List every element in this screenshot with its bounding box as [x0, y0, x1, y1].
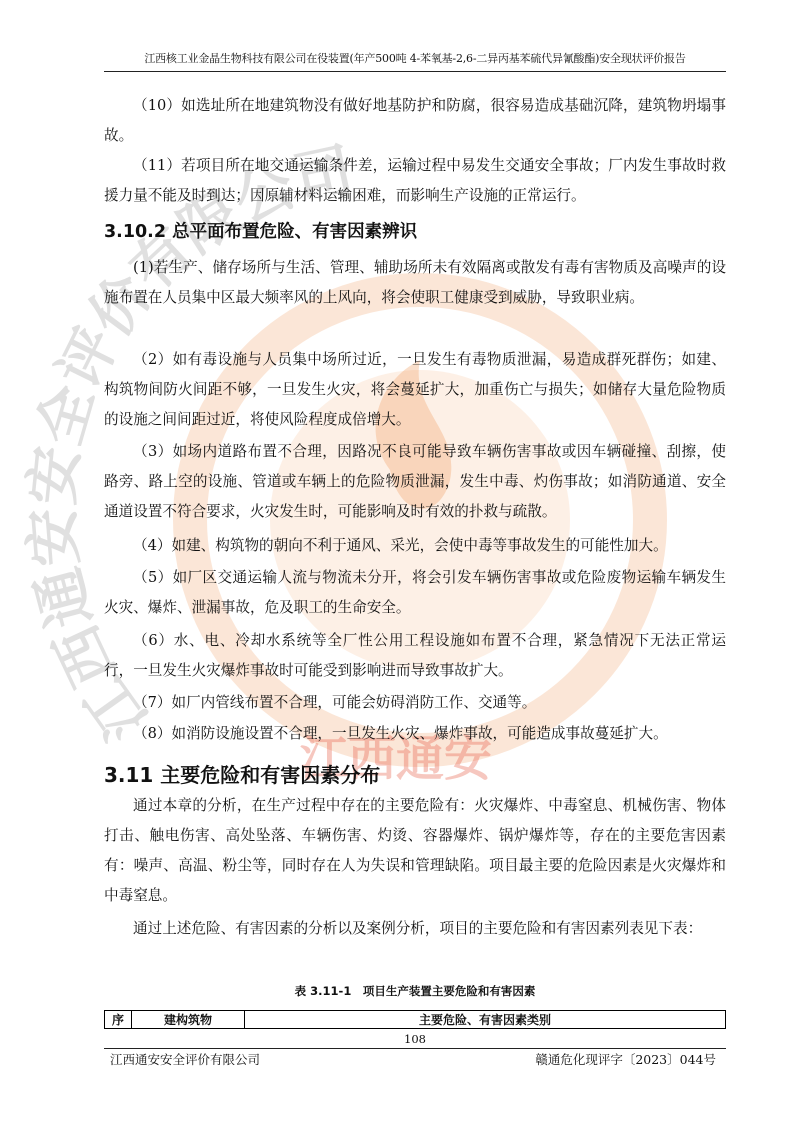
watermark-brand-text: 江西通安	[300, 731, 493, 787]
paragraph-layout-3: （3）如场内道路布置不合理，因路况不良可能导致车辆伤害事故或因车辆碰撞、刮擦，使路旁、路上空的设施、管道或车辆上的危险物质泄漏，发生中毒、灼伤事故；如消防通道、安全通道设置不符合要求，火灾发生时，可能影响及时有效的扑救与疏散。	[104, 443, 726, 520]
footer-divider	[104, 1048, 726, 1049]
paragraph-layout-2: （2）如有毒设施与人员集中场所过近，一旦发生有毒物质泄漏，易造成群死群伤；如建、构筑物间防火间距不够，一旦发生火灾，将会蔓延扩大，加重伤亡与损失；如储存大量危险物质的设施之间间距过近，将使风险程度成倍增大。	[104, 351, 726, 428]
column-header-index: 序	[105, 1011, 132, 1029]
column-header-building: 建构筑物	[132, 1011, 245, 1029]
header-divider	[104, 71, 726, 72]
watermark-arc-text: 江西通安安全评价有限公司	[17, 135, 359, 753]
paragraph-layout-1: (1)若生产、储存场所与生活、管理、辅助场所未有效隔离或散发有毒有害物质及高噪声的设施布置在人员集中区最大频率风的上风向，将会使职工健康受到威胁，导致职业病。	[104, 259, 726, 306]
paragraph-layout-5: （5）如厂区交通运输人流与物流未分开，将会引发车辆伤害事故或危险废物运输车辆发生火灾、爆炸、泄漏事故，危及职工的生命安全。	[104, 569, 726, 616]
section-heading-3-11: 3.11 主要危险和有害因素分布	[104, 763, 381, 787]
table-caption: 表 3.11-1 项目生产装置主要危险和有害因素	[294, 984, 536, 998]
column-header-hazard-category: 主要危险、有害因素类别	[245, 1011, 726, 1029]
paragraph-layout-8: （8）如消防设施设置不合理，一旦发生火灾、爆炸事故，可能造成事故蔓延扩大。	[133, 725, 668, 742]
paragraph-item-10: （10）如选址所在地建筑物没有做好地基防护和防腐，很容易造成基础沉降，建筑物坍塌事故。	[104, 97, 726, 144]
footer-company: 江西通安安全评价有限公司	[110, 1052, 261, 1067]
paragraph-summary: 通过本章的分析，在生产过程中存在的主要危险有：火灾爆炸、中毒窒息、机械伤害、物体打击、触电伤害、高处坠落、车辆伤害、灼烫、容器爆炸、锅炉爆炸等，存在的主要危害因素有：噪声、高温、粉尘等，同时存在人为失误和管理缺陷。项目最主要的危险因素是火灾爆炸和中毒窒息。	[104, 797, 726, 904]
paragraph-item-11: （11）若项目所在地交通运输条件差，运输过程中易发生交通安全事故；厂内发生事故时救援力量不能及时到达；因原辅材料运输困难，而影响生产设施的正常运行。	[104, 157, 726, 204]
paragraph-table-intro: 通过上述危险、有害因素的分析以及案例分析，项目的主要危险和有害因素列表见下表：	[133, 920, 703, 937]
section-heading-3-10-2: 3.10.2 总平面布置危险、有害因素辨识	[104, 222, 418, 242]
paragraph-layout-7: （7）如厂内管线布置不合理，可能会妨碍消防工作、交通等。	[133, 694, 537, 711]
page-number: 108	[404, 1032, 426, 1046]
footer-document-number: 赣通危化现评字〔2023〕044号	[535, 1052, 716, 1067]
paragraph-layout-6: （6）水、电、冷却水系统等全厂性公用工程设施如布置不合理，紧急情况下无法正常运行，一旦发生火灾爆炸事故时可能受到影响进而导致事故扩大。	[104, 632, 726, 679]
document-header: 江西核工业金晶生物科技有限公司在役装置(年产500吨 4-苯氧基-2,6-二异丙基苯硫代异氰酸酯)安全现状评价报告	[144, 52, 686, 65]
paragraph-layout-4: （4）如建、构筑物的朝向不利于通风、采光，会使中毒等事故发生的可能性加大。	[133, 537, 668, 554]
hazard-table	[104, 1010, 726, 1029]
table-header-row	[105, 1011, 726, 1029]
